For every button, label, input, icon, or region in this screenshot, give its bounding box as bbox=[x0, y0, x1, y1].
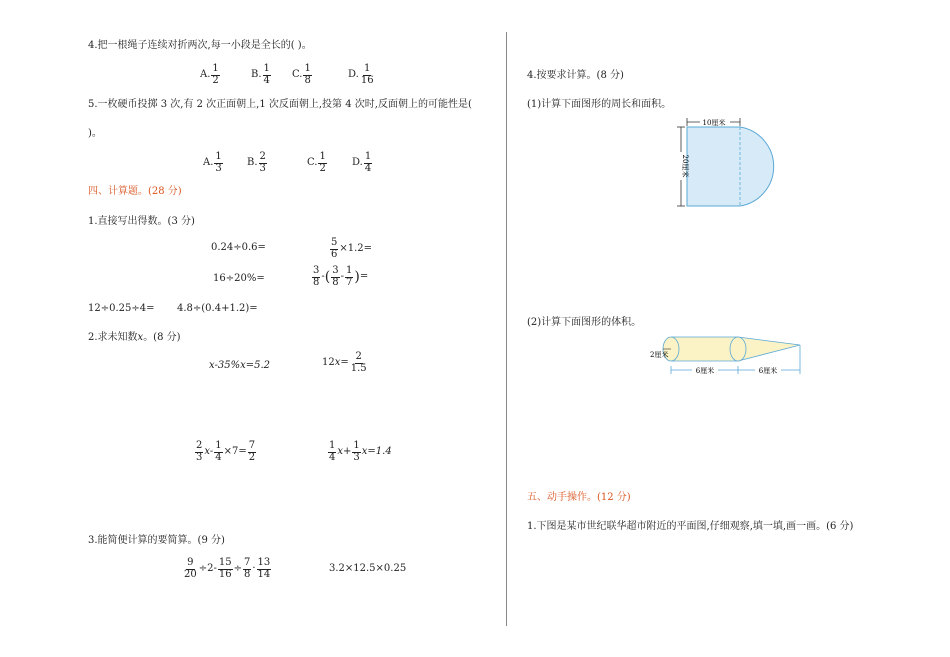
cylinder-right-end bbox=[730, 337, 746, 361]
option-a: A. $\frac{1}{3}$ bbox=[203, 151, 222, 174]
equation-2: 12 x = $\frac{2}{1.5}$ bbox=[322, 351, 367, 374]
question-5-text-cont: )。 bbox=[88, 128, 102, 139]
fig2-len-a-label: 6厘米 bbox=[695, 367, 715, 375]
expr-1: 0.24÷0.6= bbox=[211, 242, 266, 253]
question-4-options bbox=[200, 64, 376, 86]
question-4-text: 4.把一根绳子连续对折两次,每一小段是全长的( )。 bbox=[88, 40, 312, 51]
option-c: C. $\frac{1}{8}$ bbox=[292, 63, 311, 86]
section-5-heading: 五、动手操作。(12 分) bbox=[527, 492, 631, 503]
cylinder-cone-figure bbox=[645, 334, 805, 379]
equation-1: x-35%x=5.2 bbox=[209, 360, 270, 371]
expr-5: 12÷0.25÷4= bbox=[88, 303, 155, 314]
part-2-title: 2.求未知数 x 。(8 分) bbox=[88, 332, 181, 343]
expr-3: 16÷20%= bbox=[213, 273, 265, 284]
fig1-top-label: 10厘米 bbox=[702, 119, 726, 127]
fig2-radius-label: 2厘米 bbox=[650, 351, 669, 359]
calc-1: $\frac{9}{20}$ ÷2- $\frac{15}{16}$ ÷ $\frac{7}{8}$ · $\frac{13}{14}$ bbox=[184, 557, 271, 580]
question-5-options bbox=[203, 152, 373, 174]
part-1-title: 1.直接写出得数。(3 分) bbox=[88, 216, 195, 227]
expr-2: $\frac{5}{6}$ ×1.2= bbox=[331, 237, 373, 260]
option-b: B. $\frac{2}{3}$ bbox=[247, 151, 266, 174]
fig2-len-b-label: 6厘米 bbox=[758, 367, 778, 375]
column-divider bbox=[506, 32, 507, 626]
question-5-text: 5.一枚硬币投掷 3 次,有 2 次正面朝上,1 次反面朝上,投第 4 次时,反面朝上的可能性是( bbox=[88, 99, 472, 110]
section-4-heading: 四、计算题。(28 分) bbox=[88, 186, 182, 197]
blue-shape bbox=[687, 127, 774, 206]
right-question-4-2: (2)计算下面图形的体积。 bbox=[527, 317, 642, 328]
equation-3: $\frac{2}{3}$ x- $\frac{1}{4}$ ×7= $\frac{7}{2}$ bbox=[196, 440, 256, 463]
option-a: A. $\frac{1}{2}$ bbox=[200, 63, 219, 86]
right-question-5-1: 1.下图是某市世纪联华超市附近的平面图,仔细观察,填一填,画一画。(6 分) bbox=[527, 521, 854, 532]
cone-shape bbox=[738, 337, 800, 361]
option-d: D. $\frac{1}{4}$ bbox=[352, 151, 372, 174]
option-c: C. $\frac{1}{2}$ bbox=[307, 151, 326, 174]
fig1-left-label: 20厘米 bbox=[681, 154, 689, 178]
right-question-4-title: 4.按要求计算。(8 分) bbox=[527, 70, 624, 81]
option-d: D. $\frac{1}{16}$ bbox=[348, 63, 374, 86]
part-3-title: 3.能简便计算的要简算。(9 分) bbox=[88, 535, 225, 546]
rect-semicircle-figure bbox=[670, 114, 785, 214]
cylinder-body bbox=[671, 337, 738, 361]
expr-4: $\frac{3}{8}$ - ( $\frac{3}{8}$ - $\frac{1}{7}$ ) = bbox=[313, 265, 369, 288]
expr-6: 4.8÷(0.4+1.2)= bbox=[177, 303, 258, 314]
option-b: B. $\frac{1}{4}$ bbox=[251, 63, 270, 86]
right-question-4-1: (1)计算下面图形的周长和面积。 bbox=[527, 99, 672, 110]
equation-4: $\frac{1}{4}$ x+ $\frac{1}{3}$ x=1.4 bbox=[329, 440, 392, 463]
calc-2: 3.2×12.5×0.25 bbox=[329, 563, 407, 574]
